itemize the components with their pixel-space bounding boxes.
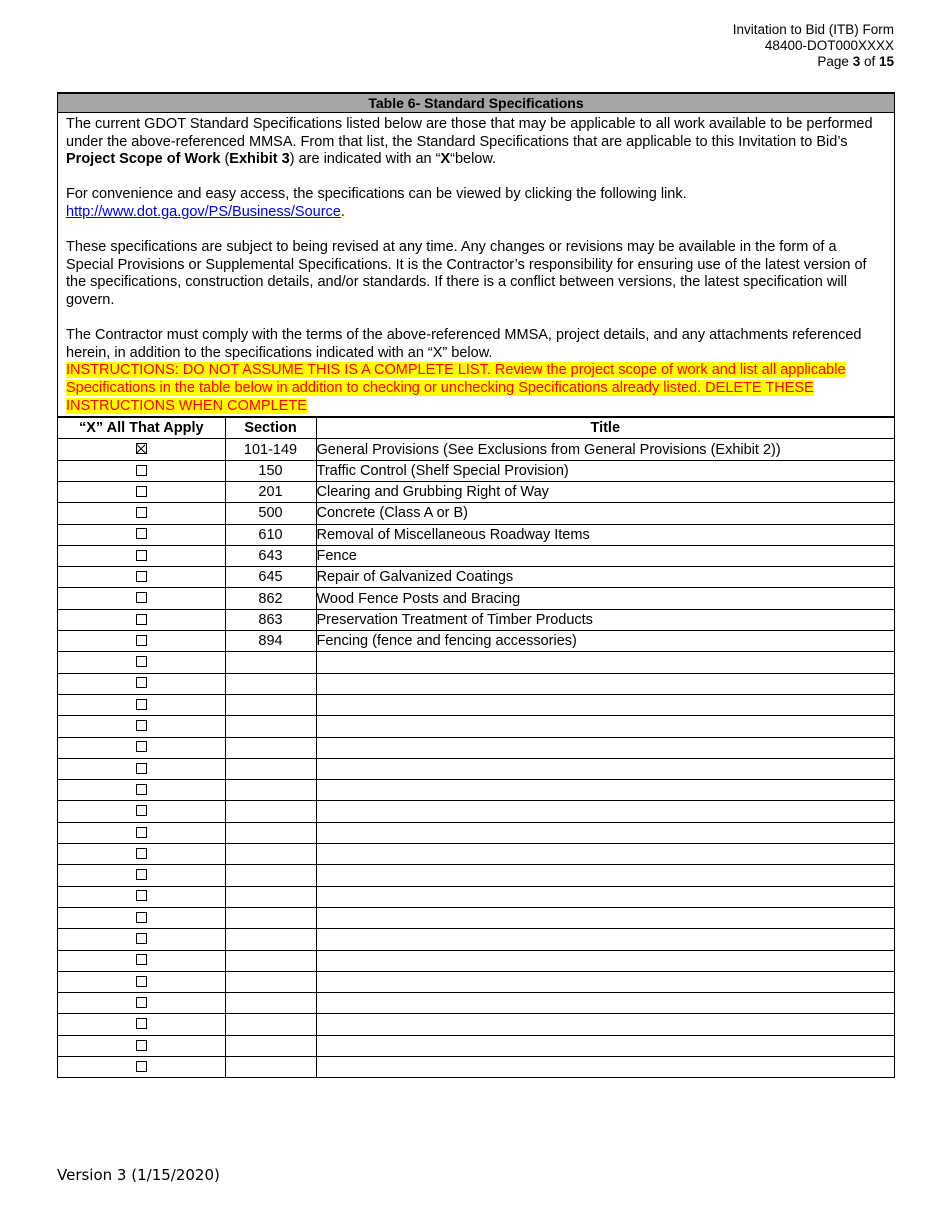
checkbox[interactable] xyxy=(136,592,147,603)
apply-cell xyxy=(58,694,225,715)
form-title: Invitation to Bid (ITB) Form xyxy=(732,22,894,37)
checkbox[interactable] xyxy=(136,486,147,497)
apply-cell xyxy=(58,950,225,971)
intro-paragraph-4: The Contractor must comply with the terms of the above-referenced MMSA, project details, and any attachments referenced herein, in addition to the specifications indicated with an “X” below. xyxy=(66,327,862,361)
title-cell xyxy=(316,822,894,843)
section-cell xyxy=(225,673,316,694)
intro-text xyxy=(58,113,894,362)
title-cell xyxy=(316,993,894,1014)
title-cell xyxy=(316,737,894,758)
apply-cell xyxy=(58,737,225,758)
apply-cell xyxy=(58,1014,225,1035)
apply-cell xyxy=(58,865,225,886)
title-cell xyxy=(316,929,894,950)
apply-cell xyxy=(58,1035,225,1056)
apply-cell xyxy=(58,503,225,524)
table-row xyxy=(58,1035,894,1056)
title-cell: Removal of Miscellaneous Roadway Items xyxy=(316,524,894,545)
checked-checkbox[interactable] xyxy=(136,443,147,454)
apply-cell xyxy=(58,929,225,950)
section-cell xyxy=(225,822,316,843)
checkbox[interactable] xyxy=(136,784,147,795)
table-row xyxy=(58,971,894,992)
checkbox[interactable] xyxy=(136,1040,147,1051)
apply-cell xyxy=(58,971,225,992)
specs-body xyxy=(58,439,894,1077)
section-cell: 863 xyxy=(225,609,316,630)
checkbox[interactable] xyxy=(136,656,147,667)
apply-cell xyxy=(58,652,225,673)
section-cell: 201 xyxy=(225,481,316,502)
table-row xyxy=(58,694,894,715)
section-cell: 610 xyxy=(225,524,316,545)
section-cell xyxy=(225,971,316,992)
apply-cell xyxy=(58,993,225,1014)
document-header xyxy=(733,22,894,70)
page-number: Page 3 of 15 xyxy=(817,54,894,69)
intro-paragraph-3: These specifications are subject to being revised at any time. Any changes or revisions may be available in the form of a Special Provisions or Supplemental Specifications. It is the Contractor’s responsibility for ensuring use of the latest version of the specifications, construction details, and/or standards. If there is a conflict between versions, the latest specification will govern. xyxy=(66,239,867,308)
title-cell xyxy=(316,652,894,673)
apply-cell xyxy=(58,545,225,566)
title-cell: General Provisions (See Exclusions from General Provisions (Exhibit 2)) xyxy=(316,439,894,460)
checkbox[interactable] xyxy=(136,997,147,1008)
table-row xyxy=(58,929,894,950)
page-current: 3 xyxy=(852,54,861,69)
apply-cell xyxy=(58,460,225,481)
title-cell: Wood Fence Posts and Bracing xyxy=(316,588,894,609)
checkbox[interactable] xyxy=(136,720,147,731)
section-cell xyxy=(225,844,316,865)
checkbox[interactable] xyxy=(136,1018,147,1029)
table-row xyxy=(58,737,894,758)
table-row xyxy=(58,822,894,843)
apply-cell xyxy=(58,801,225,822)
intro-paragraph-2: For convenience and easy access, the specifications can be viewed by clicking the following link. http://www.dot.ga.gov/PS/Business/Source. xyxy=(66,186,687,220)
apply-cell xyxy=(58,567,225,588)
page-total: 15 xyxy=(878,54,894,69)
section-cell: 101-149 xyxy=(225,439,316,460)
table-row xyxy=(58,460,894,481)
section-cell: 645 xyxy=(225,567,316,588)
checkbox[interactable] xyxy=(136,1061,147,1072)
table-row xyxy=(58,631,894,652)
title-cell xyxy=(316,844,894,865)
title-cell: Fencing (fence and fencing accessories) xyxy=(316,631,894,652)
checkbox[interactable] xyxy=(136,763,147,774)
apply-cell xyxy=(58,631,225,652)
checkbox[interactable] xyxy=(136,677,147,688)
title-cell: Concrete (Class A or B) xyxy=(316,503,894,524)
table-row xyxy=(58,993,894,1014)
section-cell xyxy=(225,886,316,907)
checkbox[interactable] xyxy=(136,528,147,539)
checkbox[interactable] xyxy=(136,912,147,923)
apply-cell xyxy=(58,907,225,928)
table-row xyxy=(58,1057,894,1078)
section-cell: 894 xyxy=(225,631,316,652)
specifications-link[interactable]: http://www.dot.ga.gov/PS/Business/Source xyxy=(66,203,341,220)
table-row xyxy=(58,481,894,502)
section-cell: 500 xyxy=(225,503,316,524)
checkbox[interactable] xyxy=(136,614,147,625)
title-cell xyxy=(316,673,894,694)
section-cell: 862 xyxy=(225,588,316,609)
apply-cell xyxy=(58,588,225,609)
section-cell xyxy=(225,780,316,801)
checkbox[interactable] xyxy=(136,848,147,859)
checkbox[interactable] xyxy=(136,465,147,476)
instructions-highlight: INSTRUCTIONS: DO NOT ASSUME THIS IS A COMPLETE LIST. Review the project scope of work and list all applicable Specifications in the table below in addition to checking or unchecking Specifications already listed. DELETE THESE INSTRUCTIONS WHEN COMPLETE xyxy=(66,362,846,414)
section-cell xyxy=(225,907,316,928)
table-row xyxy=(58,503,894,524)
title-cell xyxy=(316,907,894,928)
table-row xyxy=(58,1014,894,1035)
column-header-title: Title xyxy=(316,417,894,439)
section-cell: 150 xyxy=(225,460,316,481)
apply-cell xyxy=(58,844,225,865)
section-cell xyxy=(225,652,316,673)
apply-cell xyxy=(58,758,225,779)
section-cell xyxy=(225,1035,316,1056)
apply-cell xyxy=(58,481,225,502)
table-row xyxy=(58,950,894,971)
checkbox[interactable] xyxy=(136,805,147,816)
section-cell xyxy=(225,865,316,886)
checkbox[interactable] xyxy=(136,827,147,838)
table-row xyxy=(58,588,894,609)
title-cell xyxy=(316,716,894,737)
specs-grid xyxy=(58,416,894,1077)
table-row xyxy=(58,567,894,588)
section-cell xyxy=(225,1057,316,1078)
section-cell xyxy=(225,694,316,715)
table-row xyxy=(58,801,894,822)
table-row xyxy=(58,439,894,460)
title-cell xyxy=(316,1014,894,1035)
table-row xyxy=(58,609,894,630)
column-header-section: Section xyxy=(225,417,316,439)
title-cell xyxy=(316,950,894,971)
checkbox[interactable] xyxy=(136,954,147,965)
title-cell xyxy=(316,1035,894,1056)
table-caption: Table 6- Standard Specifications xyxy=(58,94,894,113)
title-cell: Repair of Galvanized Coatings xyxy=(316,567,894,588)
form-number: 48400-DOT000XXXX xyxy=(764,38,894,53)
title-cell xyxy=(316,801,894,822)
table-row xyxy=(58,524,894,545)
table-row xyxy=(58,716,894,737)
section-cell xyxy=(225,1014,316,1035)
apply-cell xyxy=(58,886,225,907)
apply-cell xyxy=(58,673,225,694)
table-row xyxy=(58,758,894,779)
table-row xyxy=(58,673,894,694)
checkbox[interactable] xyxy=(136,890,147,901)
checkbox[interactable] xyxy=(136,741,147,752)
intro-paragraph-1: The current GDOT Standard Specifications listed below are those that may be applicable to all work available to be performed under the above-referenced MMSA. From that list, the Standard Specifications that are applicable to this Invitation to Bid’s Project Scope of Work (Exhibit 3) are indicated with an “X“below. xyxy=(66,116,873,168)
apply-cell xyxy=(58,524,225,545)
standard-specifications-table xyxy=(57,92,895,1078)
section-cell xyxy=(225,737,316,758)
title-cell xyxy=(316,758,894,779)
checkbox[interactable] xyxy=(136,976,147,987)
section-cell xyxy=(225,993,316,1014)
title-cell: Traffic Control (Shelf Special Provision) xyxy=(316,460,894,481)
apply-cell xyxy=(58,822,225,843)
column-header-apply: “X” All That Apply xyxy=(58,417,225,439)
title-cell: Clearing and Grubbing Right of Way xyxy=(316,481,894,502)
apply-cell xyxy=(58,780,225,801)
apply-cell xyxy=(58,439,225,460)
title-cell xyxy=(316,1057,894,1078)
checkbox[interactable] xyxy=(136,635,147,646)
checkbox[interactable] xyxy=(136,933,147,944)
title-cell: Fence xyxy=(316,545,894,566)
table-row xyxy=(58,780,894,801)
table-row xyxy=(58,907,894,928)
table-row xyxy=(58,865,894,886)
title-cell xyxy=(316,886,894,907)
checkbox[interactable] xyxy=(136,869,147,880)
checkbox[interactable] xyxy=(136,507,147,518)
title-cell xyxy=(316,780,894,801)
apply-cell xyxy=(58,609,225,630)
table-row xyxy=(58,886,894,907)
section-cell xyxy=(225,716,316,737)
section-cell: 643 xyxy=(225,545,316,566)
title-cell xyxy=(316,865,894,886)
title-cell xyxy=(316,694,894,715)
table-row xyxy=(58,844,894,865)
title-cell xyxy=(316,971,894,992)
section-cell xyxy=(225,950,316,971)
checkbox[interactable] xyxy=(136,550,147,561)
checkbox[interactable] xyxy=(136,571,147,582)
title-cell: Preservation Treatment of Timber Products xyxy=(316,609,894,630)
section-cell xyxy=(225,758,316,779)
section-cell xyxy=(225,801,316,822)
table-row xyxy=(58,652,894,673)
table-row xyxy=(58,545,894,566)
apply-cell xyxy=(58,1057,225,1078)
specs-header-row xyxy=(58,417,894,439)
version-footer: Version 3 (1/15/2020) xyxy=(57,1166,220,1184)
section-cell xyxy=(225,929,316,950)
checkbox[interactable] xyxy=(136,699,147,710)
apply-cell xyxy=(58,716,225,737)
